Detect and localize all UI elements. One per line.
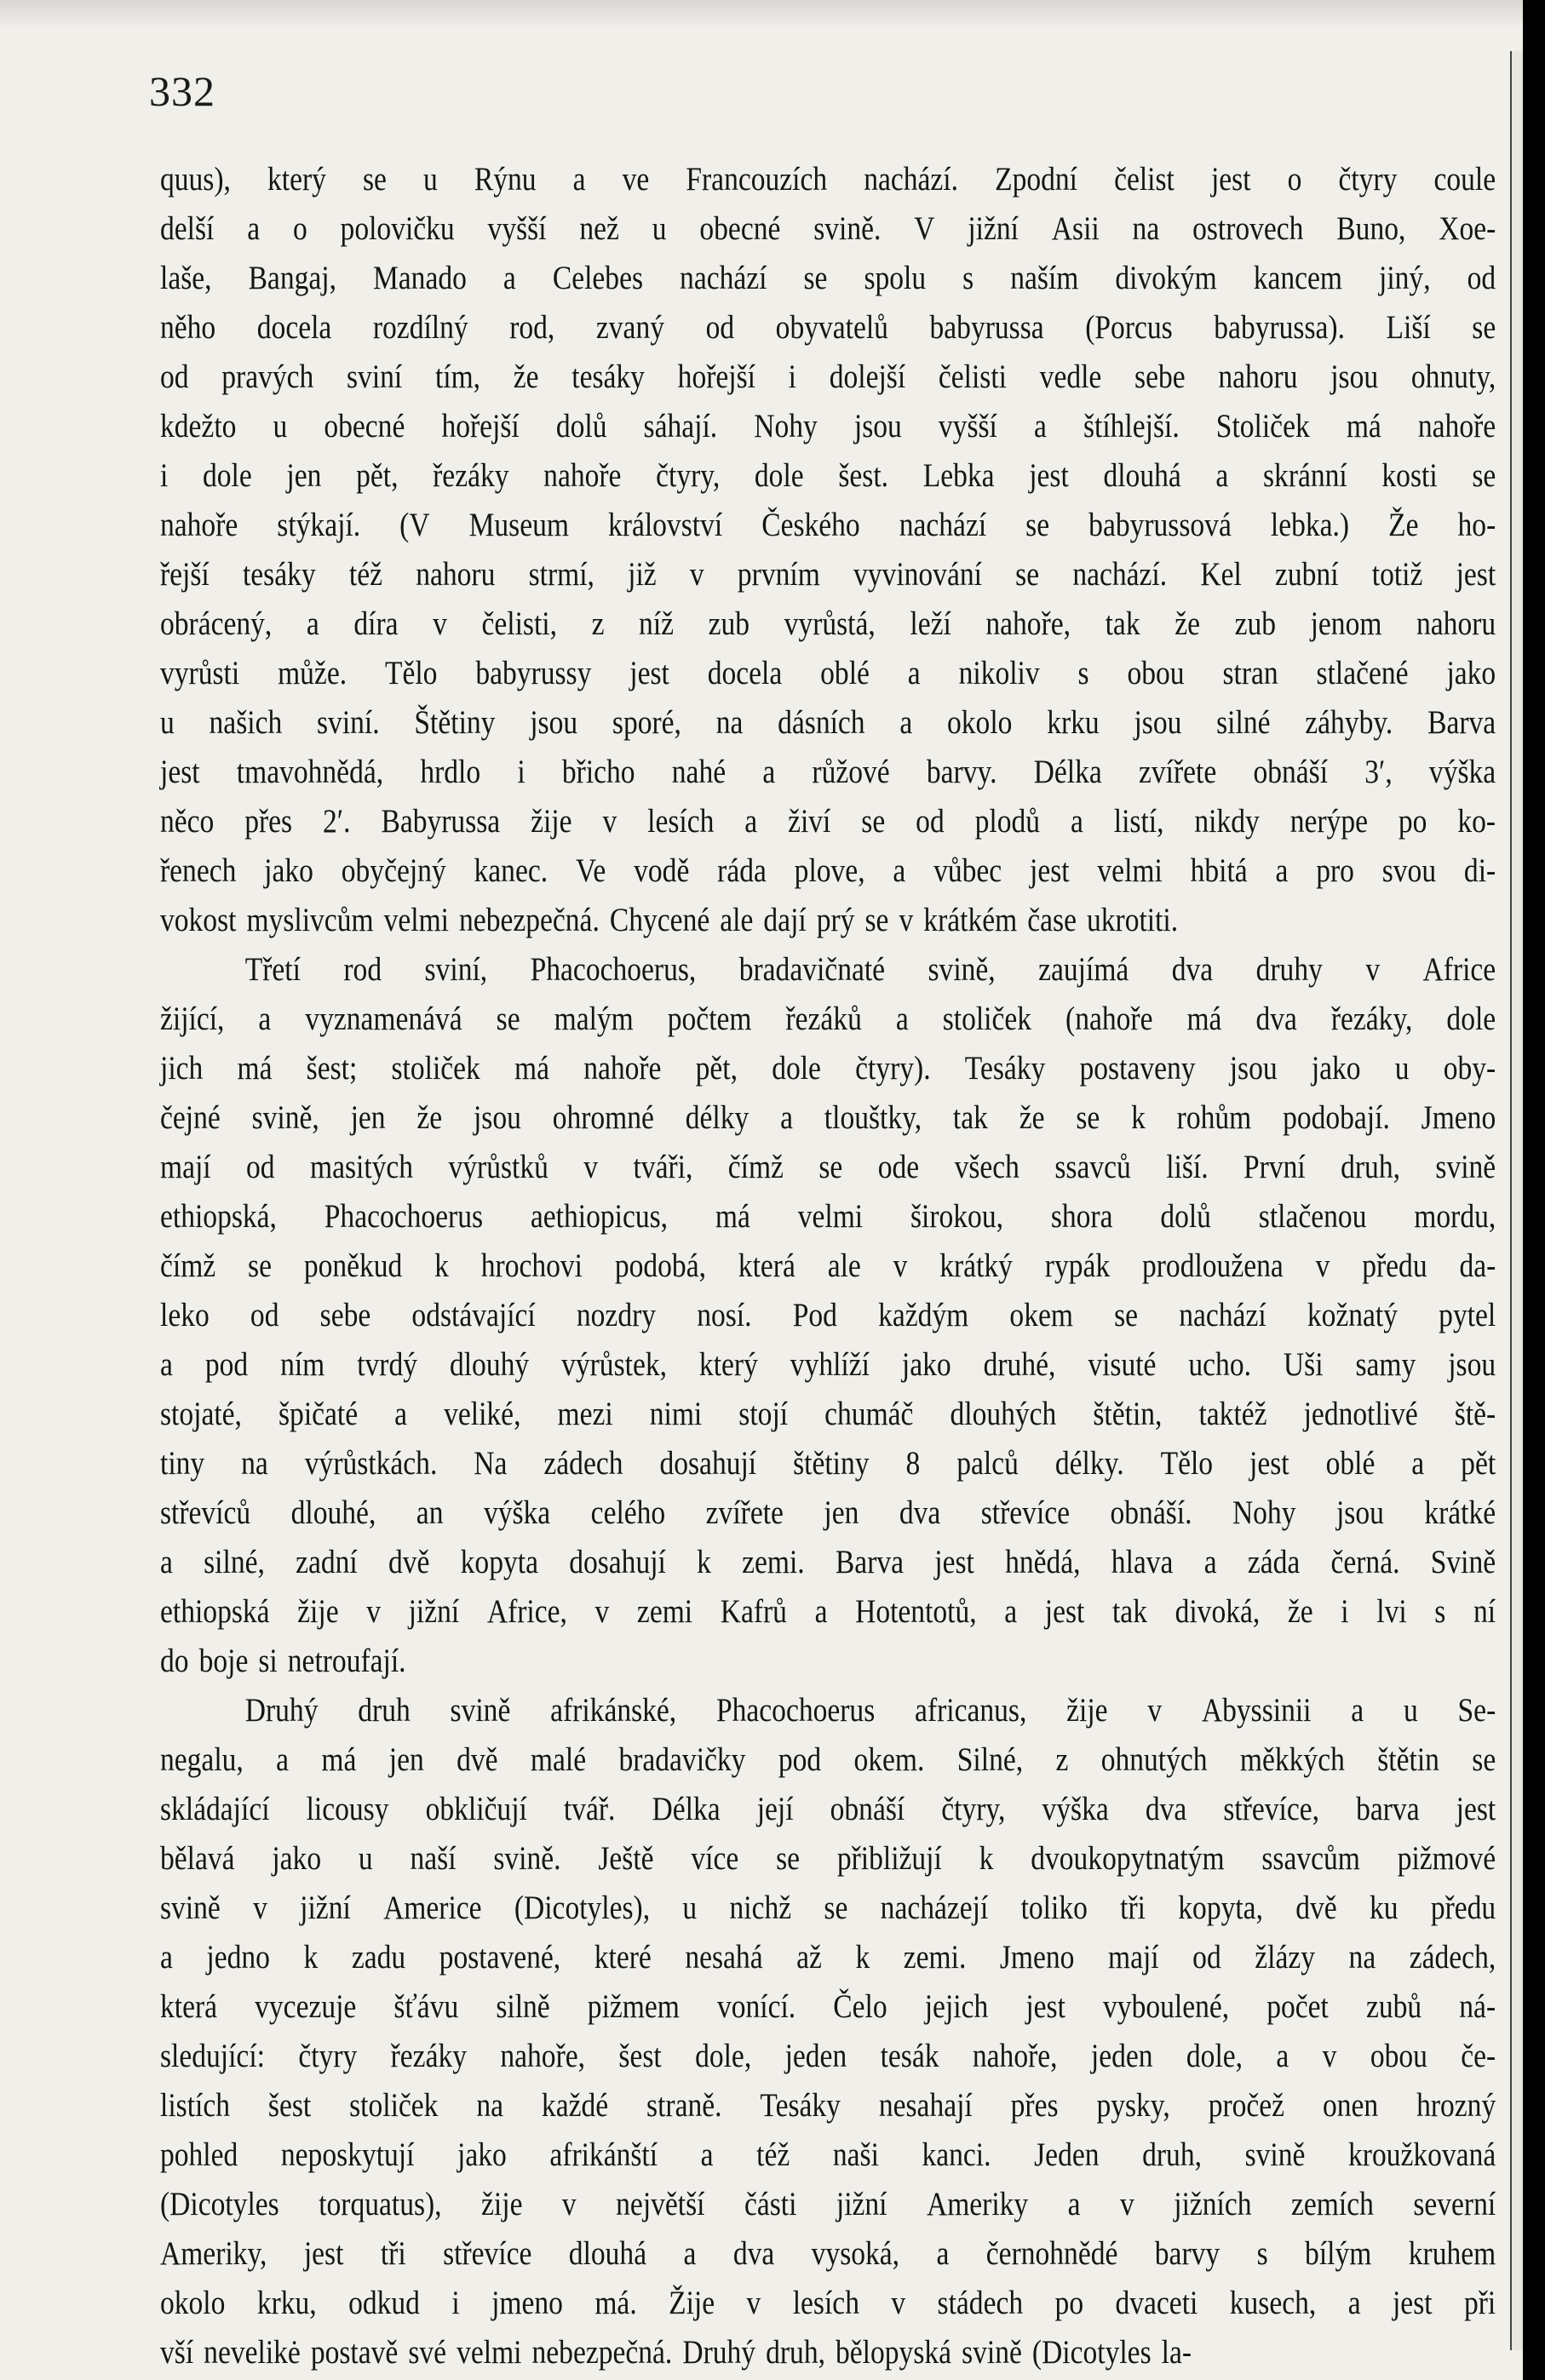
text-line: čímž se poněkud k hrochovi podobá, která ale v krátký rypák prodloužena v předu da-: [160, 1247, 1496, 1284]
text-line: a jedno k zadu postavené, které nesahá až k zemi. Jmeno mají od žlázy na zádech,: [160, 1939, 1496, 1976]
paragraph: [160, 155, 1496, 945]
text-line: sledující: čtyry řezáky nahoře, šest dole, jeden tesák nahoře, jeden dole, a v obou če-: [160, 2038, 1496, 2074]
text-line: jich má šest; stoliček má nahoře pět, dole čtyry). Tesáky postaveny jsou jako u oby-: [160, 1050, 1496, 1087]
text-line: vokost myslivcům velmi nebezpečná. Chycené ale dají prý se v krátkém čase ukrotiti.: [160, 902, 1179, 938]
text-line: obrácený, a díra v čelisti, z níž zub vyrůstá, leží nahoře, tak že zub jenom nahoru: [160, 605, 1496, 642]
text-line: negalu, a má jen dvě malé bradavičky pod okem. Silné, z ohnutých měkkých štětin se: [160, 1741, 1496, 1778]
text-line: žijící, a vyznamenává se malým počtem řezáků a stoliček (nahoře má dva řezáky, dole: [160, 1001, 1496, 1037]
scan-gutter: [1523, 0, 1545, 2380]
paragraph: [160, 1686, 1496, 2377]
text-line: skládající licousy obkličují tvář. Délka její obnáší čtyry, výška dva střevíce, barva jest: [160, 1791, 1496, 1827]
text-line: jest tmavohnědá, hrdlo i břicho nahé a růžové barvy. Délka zvířete obnáší 3′, výška: [160, 754, 1496, 790]
page-top-shadow: [0, 0, 1523, 29]
text-line: quus), který se u Rýnu a ve Francouzích nachází. Zpodní čelist jest o čtyry coule: [160, 161, 1496, 198]
text-line: kdežto u obecné hořejší dolů sáhají. Nohy jsou vyšší a štíhlejší. Stoliček má nahoře: [160, 408, 1496, 444]
paragraph: [160, 945, 1496, 1686]
text-line: řenech jako obyčejný kanec. Ve vodě ráda plove, a vůbec jest velmi hbitá a pro svou di-: [160, 852, 1496, 889]
text-line: řejší tesáky též nahoru strmí, již v prvním vyvinování se nachází. Kel zubní totiž jest: [160, 556, 1496, 593]
text-line: ethiopská, Phacochoerus aethiopicus, má velmi širokou, shora dolů stlačenou mordu,: [160, 1198, 1496, 1235]
text-line: okolo krku, odkud i jmeno má. Žije v lesích v stádech po dvaceti kusech, a jest při: [160, 2285, 1496, 2321]
text-line: ethiopská žije v jižní Africe, v zemi Kafrů a Hotentotů, a jest tak divoká, že i lvi s ní: [160, 1593, 1496, 1630]
text-line: delší a o polovičku vyšší než u obecné svině. V jižní Asii na ostrovech Buno, Xoe-: [160, 210, 1496, 247]
text-line: stojaté, špičaté a veliké, mezi nimi stojí chumáč dlouhých štětin, taktéž jednotlivé ště-: [160, 1396, 1496, 1432]
text-line: i dole jen pět, řezáky nahoře čtyry, dole šest. Lebka jest dlouhá a skránní kosti se: [160, 457, 1496, 494]
text-line: něho docela rozdílný rod, zvaný od obyvatelů babyrussa (Porcus babyrussa). Liší se: [160, 309, 1496, 346]
page-number: 332: [149, 67, 215, 115]
text-line: tiny na výrůstkách. Na zádech dosahují štětiny 8 palců délky. Tělo jest oblé a pět: [160, 1445, 1496, 1482]
text-line: mají od masitých výrůstků v tváři, čímž se ode všech ssavců liší. První druh, svině: [160, 1149, 1496, 1185]
text-line: čejné svině, jen že jsou ohromné délky a tlouštky, tak že se k rohům podobají. Jmeno: [160, 1099, 1496, 1136]
text-line: Ameriky, jest tři střevíce dlouhá a dva vysoká, a černohnědé barvy s bílým kruhem: [160, 2235, 1496, 2272]
text-line: něco přes 2′. Babyrussa žije v lesích a živí se od plodů a listí, nikdy nerýpe po ko-: [160, 803, 1496, 840]
text-line: vyrůsti může. Tělo babyrussy jest docela oblé a nikoliv s obou stran stlačené jako: [160, 655, 1496, 691]
body-text: [160, 155, 1496, 2377]
text-line: od pravých sviní tím, že tesáky hořejší i dolejší čelisti vedle sebe nahoru jsou ohnuty,: [160, 358, 1496, 395]
text-line: leko od sebe odstávající nozdry nosí. Pod každým okem se nachází kožnatý pytel: [160, 1297, 1496, 1333]
text-line: u našich sviní. Štětiny jsou sporé, na dásních a okolo krku jsou silné záhyby. Barva: [160, 704, 1496, 741]
text-line: bělavá jako u naší svině. Ještě více se přibližují k dvoukopytnatým ssavcům pižmové: [160, 1840, 1496, 1877]
text-line: laše, Bangaj, Manado a Celebes nachází se spolu s naším divokým kancem jiný, od: [160, 260, 1496, 296]
text-line: nahoře stýkají. (V Museum království Českého nachází se babyrussová lebka.) Že ho-: [160, 507, 1496, 543]
next-page-edge: [1510, 51, 1523, 2350]
text-line: která vycezuje šťávu silně pižmem vonící. Čelo jejich jest vyboulené, počet zubů ná-: [160, 1988, 1496, 2025]
text-line: vší nevelikė postavě své velmi nebezpečná. Druhý druh, bělopyská svině (Dicotyles la-: [160, 2334, 1192, 2371]
text-line: a pod ním tvrdý dlouhý výrůstek, který vyhlíží jako druhé, visuté ucho. Uši samy jsou: [160, 1346, 1496, 1383]
text-line: do boje si netroufají.: [160, 1643, 406, 1679]
text-line: listích šest stoliček na každé straně. Tesáky nesahají přes pysky, pročež onen hrozný: [160, 2087, 1496, 2124]
text-line: střevíců dlouhé, an výška celého zvířete jen dva střevíce obnáší. Nohy jsou krátké: [160, 1494, 1496, 1531]
text-line: svině v jižní Americe (Dicotyles), u nichž se nacházejí toliko tři kopyta, dvě ku předu: [160, 1890, 1496, 1926]
text-line: Druhý druh svině afrikánské, Phacochoerus africanus, žije v Abyssinii a u Se-: [244, 1692, 1496, 1729]
text-line: (Dicotyles torquatus), žije v největší části jižní Ameriky a v jižních zemích severní: [160, 2186, 1496, 2222]
text-line: a silné, zadní dvě kopyta dosahují k zemi. Barva jest hnědá, hlava a záda černá. Svině: [160, 1544, 1496, 1580]
text-line: Třetí rod sviní, Phacochoerus, bradavičnaté svině, zaujímá dva druhy v Africe: [244, 951, 1496, 988]
text-line: pohled neposkytují jako afrikánští a též naši kanci. Jeden druh, svině kroužkovaná: [160, 2136, 1496, 2173]
